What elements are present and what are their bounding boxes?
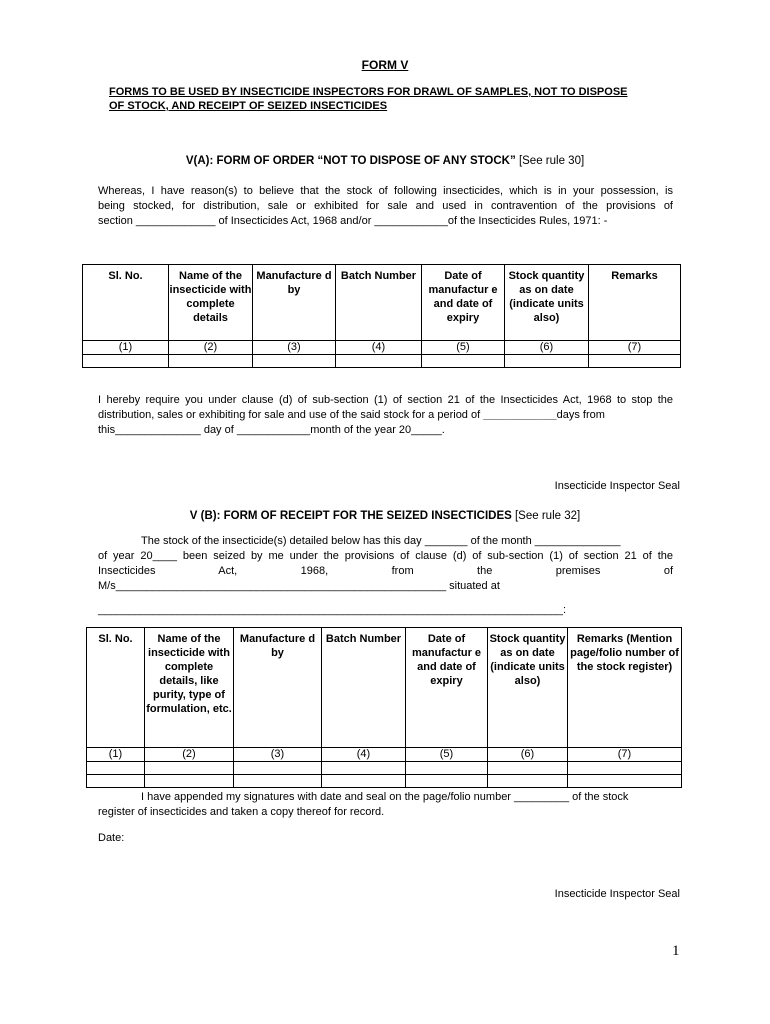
order-line-3: this______________ day of ____________month of the year 20_____. [98, 424, 445, 436]
table-blank-cell[interactable] [322, 762, 406, 775]
section-b-heading [0, 510, 770, 522]
table-header-cell: Date of manufactur e and date of expiry [422, 265, 505, 341]
table-header-cell: Sl. No. [87, 628, 145, 748]
table-number-cell: (3) [234, 748, 322, 762]
table-header-cell: Remarks (Mention page/folio number of the stock register) [568, 628, 682, 748]
table-header-cell: Manufacture d by [234, 628, 322, 748]
table-blank-cell[interactable] [87, 775, 145, 788]
order-paragraph [98, 393, 673, 438]
table-number-cell: (3) [253, 341, 336, 355]
table-number-cell: (5) [406, 748, 488, 762]
date-label: Date: [98, 832, 125, 844]
form-subtitle-line-2: OF STOCK, AND RECEIPT OF SEIZED INSECTICIDES [109, 100, 388, 112]
section-a-heading-title: V(A): FORM OF ORDER “NOT TO DISPOSE OF ANY STOCK” [185, 155, 516, 167]
table-blank-cell[interactable] [422, 355, 505, 368]
table-blank-row [87, 775, 682, 788]
table-blank-row [83, 355, 681, 368]
table-blank-cell[interactable] [169, 355, 253, 368]
signature-line-1: I have appended my signatures with date and seal on the page/folio number _________ of the stock [141, 791, 629, 803]
stock-paragraph [98, 549, 673, 594]
section-a-heading [0, 155, 770, 167]
stock-line-5: ____________________________________________________________________________: [98, 604, 566, 616]
table-blank-cell[interactable] [322, 775, 406, 788]
table-header-cell: Date of manufactur e and date of expiry [406, 628, 488, 748]
order-line-2-text: distribution, sales or exhibiting for sale and use of the said stock for a period of [98, 409, 484, 421]
table-blank-row [87, 762, 682, 775]
table-blank-cell[interactable] [87, 762, 145, 775]
table-number-cell: (1) [83, 341, 169, 355]
table-blank-cell[interactable] [406, 775, 488, 788]
table-number-cell: (2) [169, 341, 253, 355]
stock-line-3: Insecticides Act, 1968, from the premises of [98, 565, 673, 577]
page-number: 1 [672, 943, 680, 959]
table-number-cell: (6) [505, 341, 589, 355]
form-title: FORM V [361, 58, 409, 72]
table-blank-cell[interactable] [253, 355, 336, 368]
table-blank-cell[interactable] [234, 762, 322, 775]
seized-receipt-table [86, 627, 682, 788]
table-blank-cell[interactable] [488, 762, 568, 775]
table-header-cell: Batch Number [336, 265, 422, 341]
table-blank-cell[interactable] [145, 762, 234, 775]
order-line-2-end: days from [556, 409, 605, 421]
table-header-cell: Batch Number [322, 628, 406, 748]
section-b-heading-rule: [See rule 32] [511, 510, 581, 522]
table-header-cell: Sl. No. [83, 265, 169, 341]
table-number-cell: (6) [488, 748, 568, 762]
table-number-cell: (7) [568, 748, 682, 762]
stock-order-table [82, 264, 681, 368]
inspector-seal-b: Insecticide Inspector Seal [554, 888, 680, 900]
table-blank-cell[interactable] [589, 355, 681, 368]
table-number-cell: (1) [87, 748, 145, 762]
stock-line-4: M/s______________________________________________________ situated at [98, 580, 500, 592]
table-number-row [87, 748, 682, 762]
table-blank-cell[interactable] [336, 355, 422, 368]
table-number-cell: (2) [145, 748, 234, 762]
whereas-paragraph [98, 184, 673, 229]
order-line-1: I hereby require you under clause (d) of sub-section (1) of section 21 of the Insecticides Act, 1968 to stop the [98, 394, 673, 406]
whereas-line-2: being stocked, for distribution, sale or exhibited for sale and used in contravention of the provisions of [98, 200, 673, 212]
table-blank-cell[interactable] [488, 775, 568, 788]
table-blank-cell[interactable] [83, 355, 169, 368]
table-blank-cell[interactable] [568, 762, 682, 775]
table-header-row [83, 265, 681, 341]
order-line-2 [98, 408, 673, 423]
table-header-cell: Remarks [589, 265, 681, 341]
table-blank-cell[interactable] [568, 775, 682, 788]
table-number-row [83, 341, 681, 355]
table-header-cell: Name of the insecticide with complete details [169, 265, 253, 341]
inspector-seal-a: Insecticide Inspector Seal [554, 480, 680, 492]
stock-line-2: of year 20____ been seized by me under the provisions of clause (d) of sub-section (1) of section 21 of the [98, 550, 673, 562]
stock-line-1: The stock of the insecticide(s) detailed below has this day _______ of the month ______________ [141, 535, 621, 547]
table-header-cell: Name of the insecticide with complete details, like purity, type of formulation, etc. [145, 628, 234, 748]
whereas-line-3: section _____________ of Insecticides Act, 1968 and/or ____________of the Insecticides Rules, 1971: - [98, 215, 608, 227]
section-a-heading-rule: [See rule 30] [515, 155, 585, 167]
form-subtitle-line-1: FORMS TO BE USED BY INSECTICIDE INSPECTORS FOR DRAWL OF SAMPLES, NOT TO DISPOSE [109, 86, 628, 98]
table-header-cell: Stock quantity as on date (indicate units also) [505, 265, 589, 341]
table-blank-cell[interactable] [505, 355, 589, 368]
table-number-cell: (7) [589, 341, 681, 355]
section-b-heading-title: V (B): FORM OF RECEIPT FOR THE SEIZED INSECTICIDES [189, 510, 512, 522]
table-header-row [87, 628, 682, 748]
table-blank-cell[interactable] [406, 762, 488, 775]
whereas-line-1: Whereas, I have reason(s) to believe that the stock of following insecticides, which is in your possession, is [98, 185, 673, 197]
table-header-cell: Manufacture d by [253, 265, 336, 341]
table-blank-cell[interactable] [145, 775, 234, 788]
table-number-cell: (4) [322, 748, 406, 762]
signature-line-2: register of insecticides and taken a copy thereof for record. [98, 806, 385, 818]
period-blank: ____________ [483, 409, 557, 421]
table-blank-cell[interactable] [234, 775, 322, 788]
table-number-cell: (5) [422, 341, 505, 355]
table-number-cell: (4) [336, 341, 422, 355]
table-header-cell: Stock quantity as on date (indicate units also) [488, 628, 568, 748]
